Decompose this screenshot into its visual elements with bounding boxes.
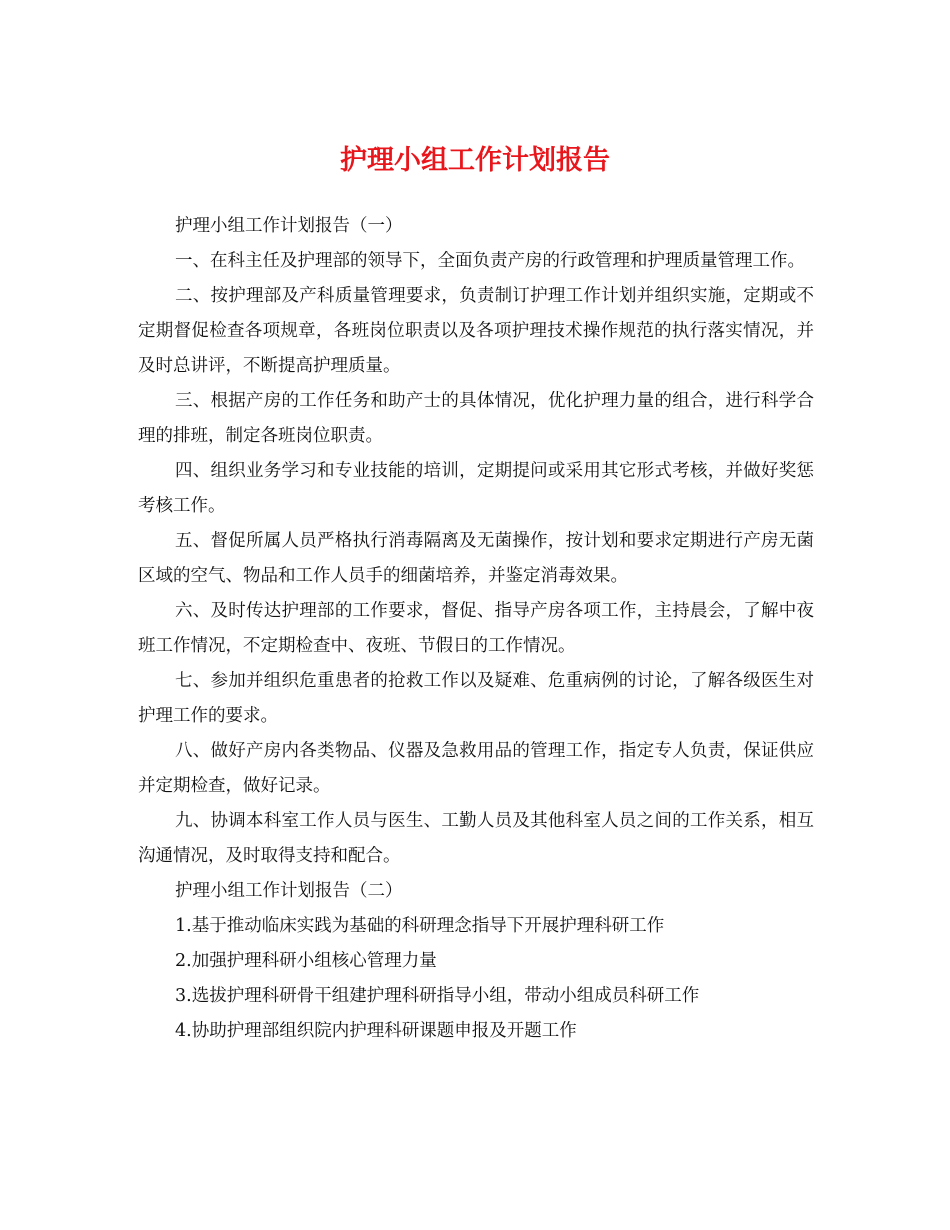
paragraph-item-7: 七、参加并组织危重患者的抢救工作以及疑难、危重病例的讨论，了解各级医生对护理工作的要求。 xyxy=(138,671,814,726)
paragraph-item-8: 八、做好产房内各类物品、仪器及急救用品的管理工作，指定专人负责，保证供应并定期检查，做好记录。 xyxy=(138,741,814,796)
paragraph-item-2: 二、按护理部及产科质量管理要求，负责制订护理工作计划并组织实施，定期或不定期督促检查各项规章，各班岗位职责以及各项护理技术操作规范的执行落实情况，并及时总讲评，不断提高护理质量。 xyxy=(138,286,814,376)
paragraph-item-4: 四、组织业务学习和专业技能的培训，定期提问或采用其它形式考核，并做好奖惩考核工作。 xyxy=(138,461,814,516)
section-heading-2: 护理小组工作计划报告（二） xyxy=(175,881,403,901)
document-title: 护理小组工作计划报告 xyxy=(340,145,610,176)
paragraph-item-5: 五、督促所属人员严格执行消毒隔离及无菌操作，按计划和要求定期进行产房无菌区域的空气、物品和工作人员手的细菌培养，并鉴定消毒效果。 xyxy=(138,531,814,586)
section-heading-1: 护理小组工作计划报告（一） xyxy=(175,216,403,236)
paragraph-item-3: 三、根据产房的工作任务和助产士的具体情况，优化护理力量的组合，进行科学合理的排班，制定各班岗位职责。 xyxy=(138,391,814,446)
paragraph-item-9: 九、协调本科室工作人员与医生、工勤人员及其他科室人员之间的工作关系，相互沟通情况，及时取得支持和配合。 xyxy=(138,811,814,866)
list-item-1: 1.基于推动临床实践为基础的科研理念指导下开展护理科研工作 xyxy=(175,916,665,936)
list-item-2: 2.加强护理科研小组核心管理力量 xyxy=(175,951,437,971)
paragraph-item-1: 一、在科主任及护理部的领导下，全面负责产房的行政管理和护理质量管理工作。 xyxy=(175,251,805,271)
document-body xyxy=(138,209,814,1049)
list-item-3: 3.选拔护理科研骨干组建护理科研指导小组，带动小组成员科研工作 xyxy=(175,986,700,1006)
paragraph-item-6: 六、及时传达护理部的工作要求，督促、指导产房各项工作，主持晨会，了解中夜班工作情况，不定期检查中、夜班、节假日的工作情况。 xyxy=(138,601,814,656)
list-item-4: 4.协助护理部组织院内护理科研课题申报及开题工作 xyxy=(175,1021,577,1041)
